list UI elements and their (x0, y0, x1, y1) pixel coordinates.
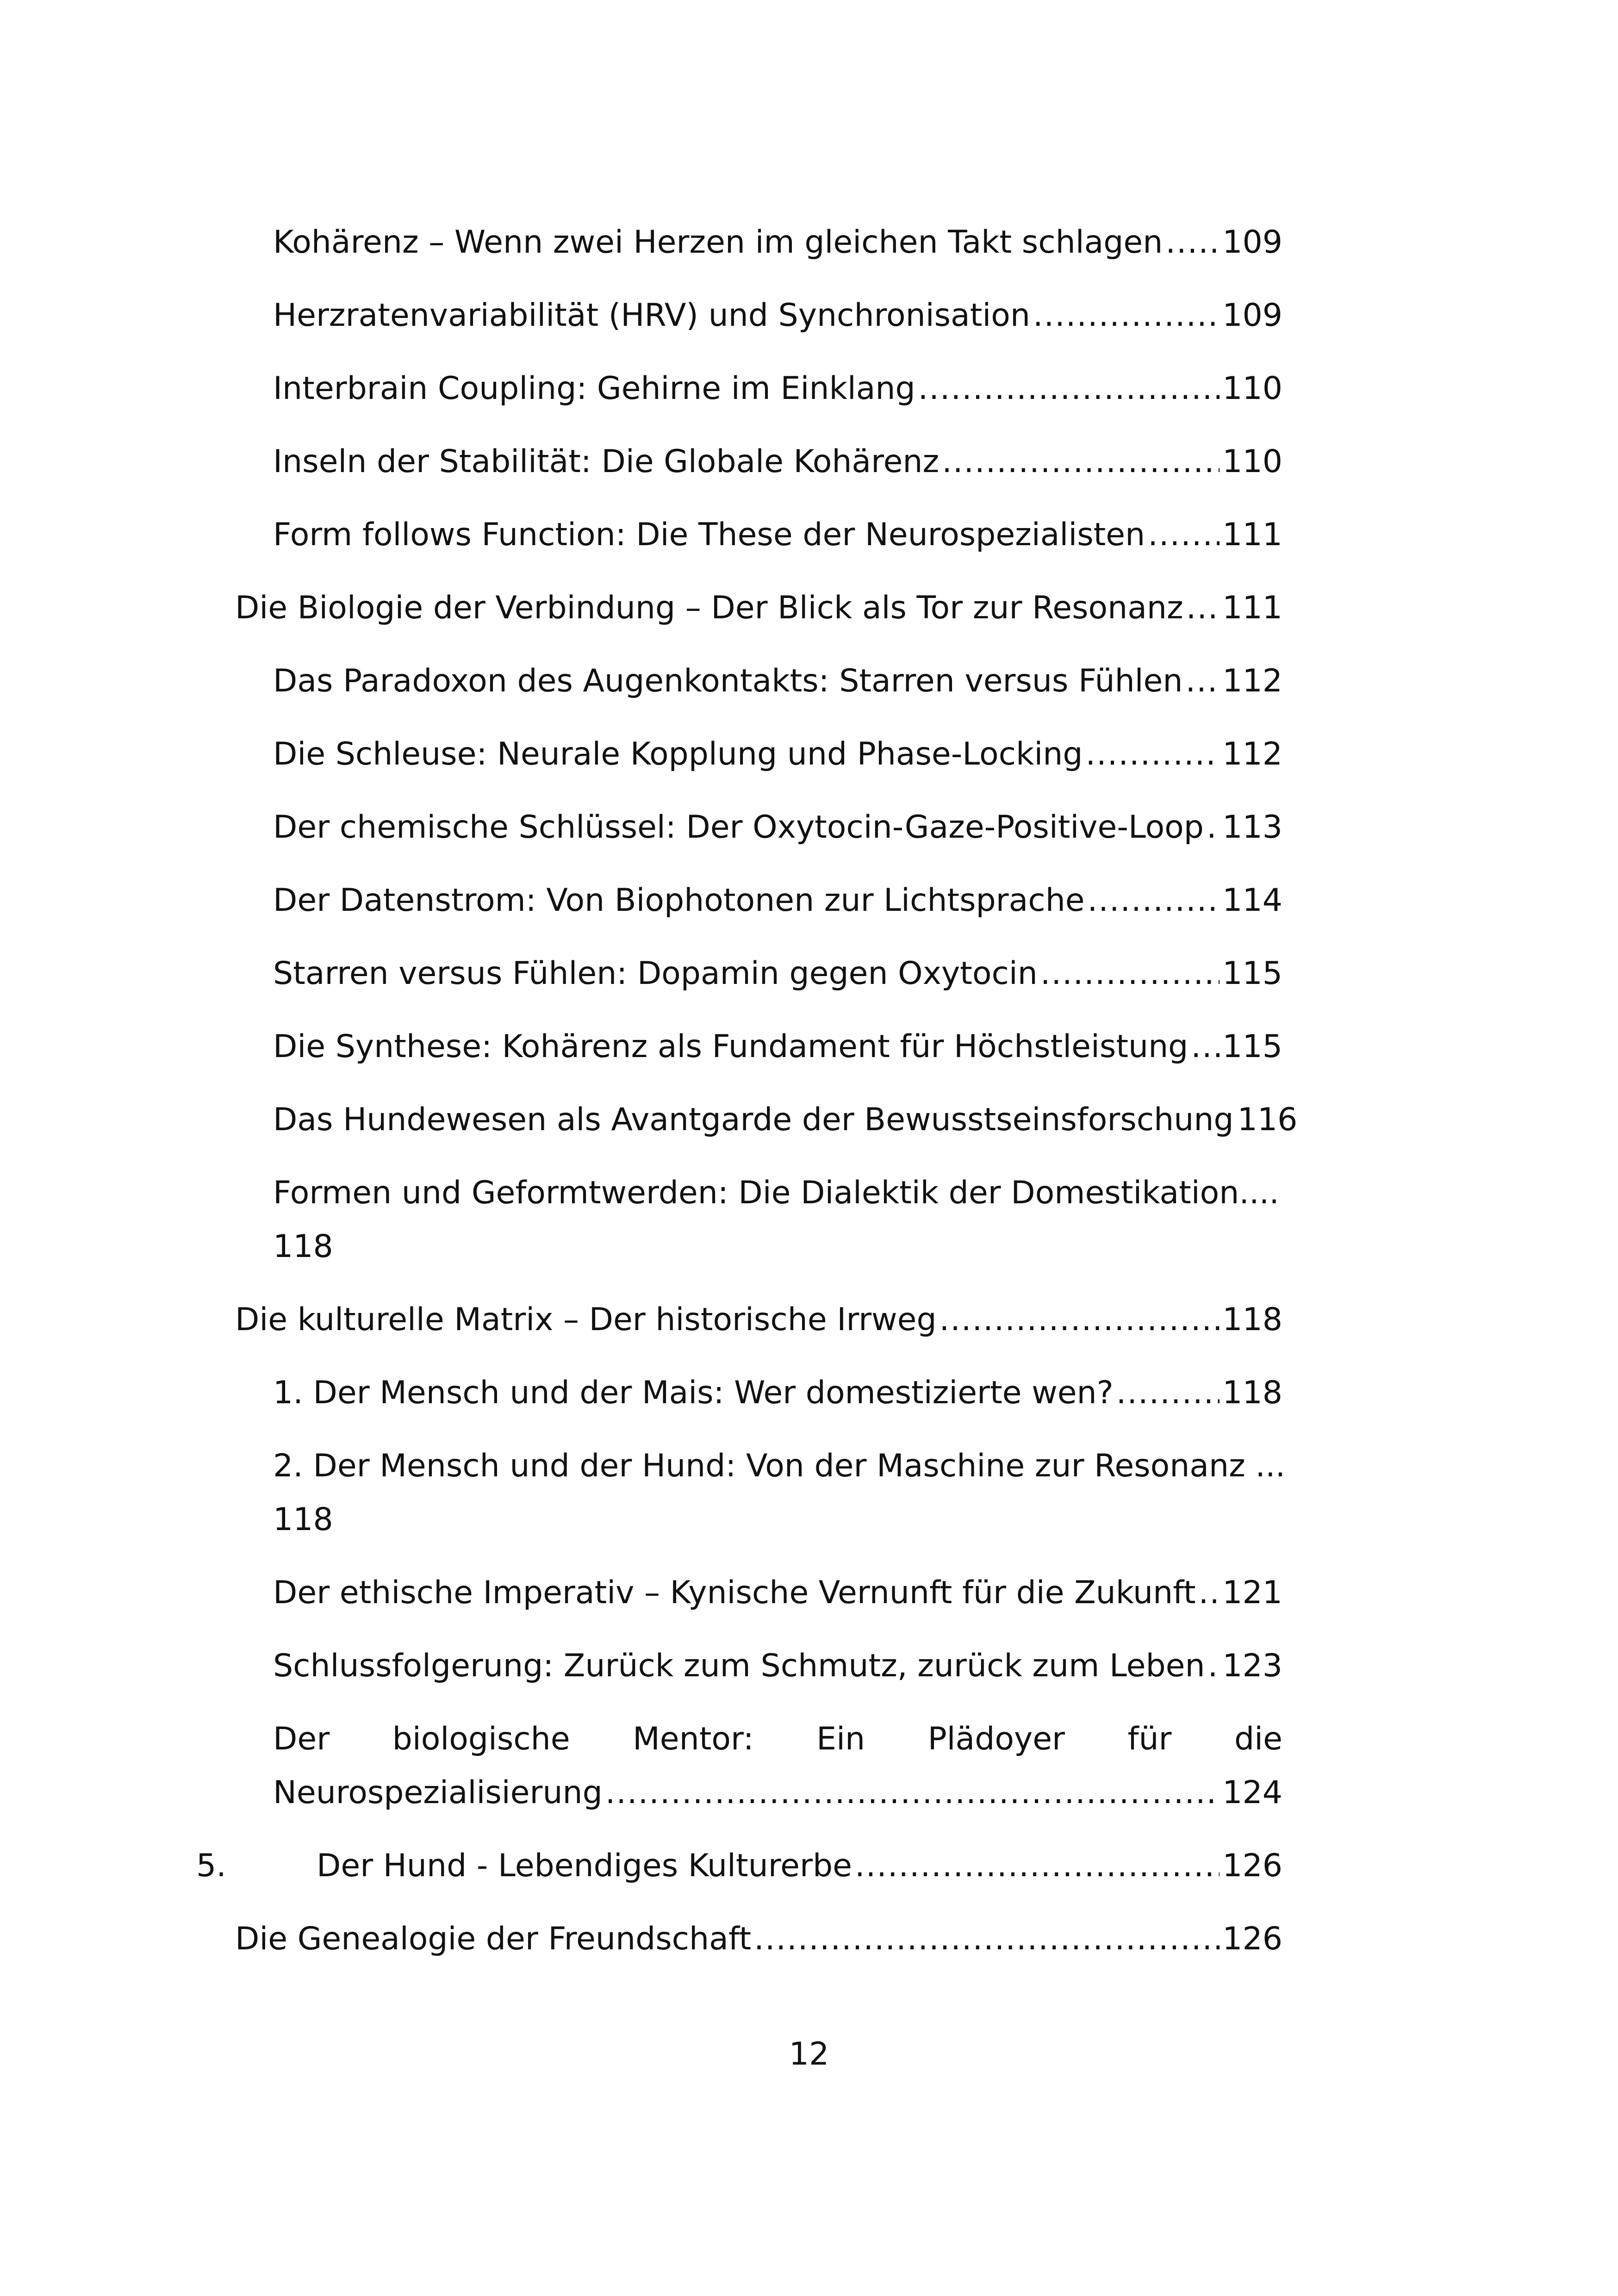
toc-dot-leader (918, 371, 1220, 407)
toc-entry-title: Die Synthese: Kohärenz als Fundament für Höchstleistung (273, 1028, 1189, 1065)
toc-entry-page: 116 (1237, 1101, 1298, 1138)
toc-dot-leader (1033, 298, 1220, 334)
toc-dot-leader (1165, 224, 1220, 261)
toc-entry-continuation (273, 1775, 1282, 1811)
toc-entry-title: Formen und Geformtwerden: Die Dialektik der Domestikation.... (273, 1175, 1279, 1211)
toc-dot-leader (1116, 1375, 1220, 1411)
toc-dot-leader (1186, 590, 1220, 626)
toc-entry (273, 1648, 1282, 1684)
toc-entry-title: Das Paradoxon des Augenkontakts: Starren versus Fühlen (273, 663, 1183, 699)
toc-entry-page: 114 (1222, 882, 1282, 919)
toc-entry-page: 113 (1222, 809, 1282, 846)
toc-entry-page: 118 (1222, 1301, 1282, 1338)
toc-dot-leader (1040, 956, 1220, 992)
toc-entry (235, 1302, 1282, 1338)
toc-entry-title: Kohärenz – Wenn zwei Herzen im gleichen Takt schlagen (273, 224, 1163, 261)
toc-dot-leader (1207, 809, 1220, 846)
toc-dot-leader (754, 1921, 1220, 1957)
toc-entry-page: 111 (1222, 516, 1282, 553)
toc-entry (273, 1029, 1282, 1065)
toc-entry (273, 371, 1282, 407)
toc-dot-leader (1148, 517, 1220, 553)
toc-title-word: Plädoyer (927, 1721, 1065, 1757)
toc-entry (273, 663, 1282, 699)
toc-dot-leader (855, 1848, 1220, 1884)
toc-entry-title: 1. Der Mensch und der Mais: Wer domestizierte wen? (273, 1375, 1114, 1411)
toc-entry (273, 883, 1282, 919)
toc-entry-page: 109 (1222, 224, 1282, 261)
toc-entry-title: Inseln der Stabilität: Die Globale Kohärenz (273, 443, 940, 480)
toc-entry-title: Die Schleuse: Neurale Kopplung und Phase-Locking (273, 736, 1083, 772)
toc-entry-page: 118 (1222, 1375, 1282, 1411)
toc-entry-page: 115 (1222, 1028, 1282, 1065)
toc-entry-title: Der ethische Imperativ – Kynische Vernunft für die Zukunft (273, 1574, 1196, 1611)
toc-entry-title: Das Hundewesen als Avantgarde der Bewusstseinsforschung (273, 1101, 1234, 1138)
toc-entry-page: 110 (1222, 443, 1282, 480)
toc-entry (235, 590, 1282, 626)
toc-dot-leader (1208, 1648, 1220, 1684)
toc-entry-title: Die Genealogie der Freundschaft (235, 1921, 752, 1957)
toc-entry (273, 1721, 1282, 1811)
toc-entry (273, 1575, 1282, 1611)
toc-title-word: Mentor: (633, 1721, 754, 1757)
toc-entry (273, 224, 1282, 261)
page-number: 12 (789, 2036, 829, 2072)
toc-entry (273, 1175, 1282, 1265)
toc-entry-page: 118 (273, 1501, 333, 1538)
toc-entry-page: 126 (1222, 1848, 1282, 1884)
toc-entry-title: Der Hund - Lebendiges Kulturerbe (317, 1848, 852, 1884)
toc-entry-title: Der Datenstrom: Von Biophotonen zur Lichtsprache (273, 882, 1085, 919)
toc-entry-page: 111 (1222, 590, 1282, 626)
toc-entry-page: 123 (1222, 1648, 1282, 1684)
toc-entry-title: Die kulturelle Matrix – Der historische Irrweg (235, 1301, 937, 1338)
toc-dot-leader (1086, 736, 1220, 772)
toc-title-word: Ein (816, 1721, 865, 1757)
toc-dot-leader (605, 1775, 1220, 1811)
toc-dot-leader (1191, 1029, 1220, 1065)
toc-dot-leader (1088, 883, 1220, 919)
toc-entry (273, 444, 1282, 480)
toc-title-word: Der (273, 1721, 330, 1757)
toc-entry-page: 124 (1222, 1774, 1282, 1811)
toc-title-word: die (1234, 1721, 1282, 1757)
toc-entry (235, 1921, 1282, 1957)
toc-entry-page: 118 (273, 1228, 333, 1265)
toc-title-word: für (1127, 1721, 1172, 1757)
toc-entry-title: Herzratenvariabilität (HRV) und Synchronisation (273, 297, 1030, 334)
toc-title-word: biologische (392, 1721, 570, 1757)
toc-entry-page: 112 (1222, 663, 1282, 699)
toc-entry-page: 112 (1222, 736, 1282, 772)
toc-entry (273, 517, 1282, 553)
toc-entry-title: Form follows Function: Die These der Neurospezialisten (273, 516, 1145, 553)
toc-entry (273, 956, 1282, 992)
toc-dot-leader (1186, 663, 1220, 699)
toc-chapter-entry (196, 1848, 1282, 1884)
toc-dot-leader (940, 1302, 1220, 1338)
toc-entry-page: 109 (1222, 297, 1282, 334)
toc-entry (273, 1448, 1286, 1538)
toc-entry (273, 298, 1282, 334)
toc-dot-leader (942, 444, 1220, 480)
toc-entry-title: Der chemische Schlüssel: Der Oxytocin-Gaze-Positive-Loop (273, 809, 1204, 846)
toc-entry-title: 2. Der Mensch und der Hund: Von der Maschine zur Resonanz ... (273, 1448, 1286, 1484)
toc-entry (273, 1375, 1282, 1411)
toc-entry-title: Schlussfolgerung: Zurück zum Schmutz, zurück zum Leben (273, 1648, 1205, 1684)
toc-entry-page: 115 (1222, 955, 1282, 992)
toc-entry-page: 126 (1222, 1921, 1282, 1957)
toc-entry-page: 121 (1222, 1574, 1282, 1611)
toc-entry-title: Interbrain Coupling: Gehirne im Einklang (273, 370, 915, 407)
toc-entry-title: Die Biologie der Verbindung – Der Blick als Tor zur Resonanz (235, 590, 1183, 626)
toc-entry-page: 110 (1222, 370, 1282, 407)
toc-chapter-number: 5. (196, 1848, 226, 1884)
toc-entry (273, 809, 1282, 846)
toc-entry (273, 736, 1282, 772)
toc-dot-leader (1199, 1575, 1220, 1611)
toc-entry-title-cont: Neurospezialisierung (273, 1774, 603, 1811)
toc-entry-title-justified (273, 1721, 1282, 1757)
toc-entry-title: Starren versus Fühlen: Dopamin gegen Oxytocin (273, 955, 1038, 992)
toc-entry (273, 1101, 1298, 1138)
